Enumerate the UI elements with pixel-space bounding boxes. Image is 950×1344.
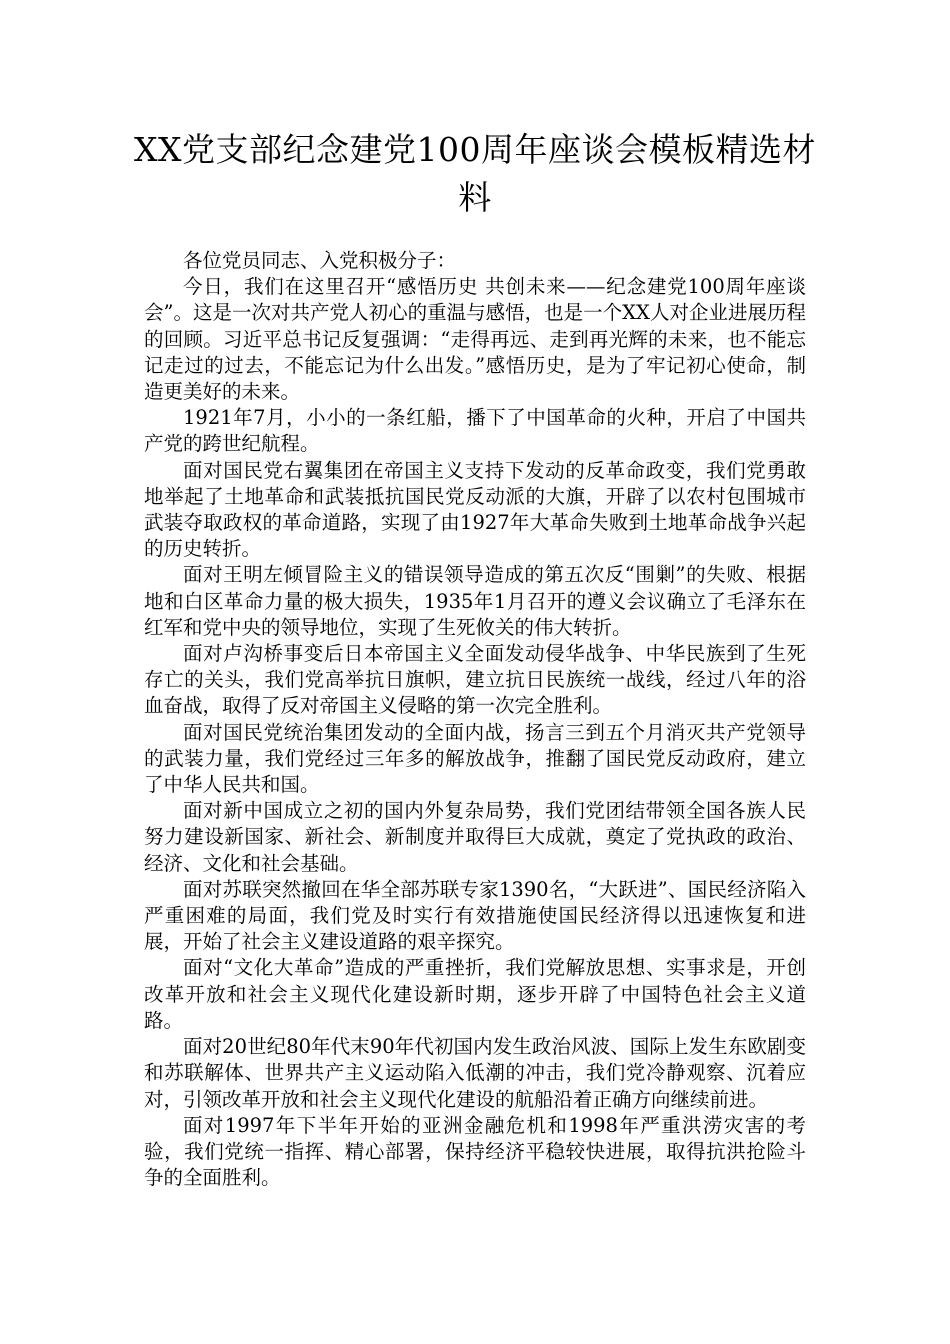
document-title: XX党支部纪念建党100周年座谈会模板精选材料 [134,130,816,217]
body-paragraph: 面对卢沟桥事变后日本帝国主义全面发动侵华战争、中华民族到了生死存亡的关头，我们党高举抗日旗帜，建立抗日民族统一战线，经过八年的浴血奋战，取得了反对帝国主义侵略的第一次完全胜利。 [144,642,806,718]
body-paragraph: 面对国民党右翼集团在帝国主义支持下发动的反革命政变，我们党勇敢地举起了土地革命和武装抵抗国民党反动派的大旗，开辟了以农村包围城市武装夺取政权的革命道路，实现了由1927年大革命失败到土地革命战争兴起的历史转折。 [144,458,806,561]
salutation-paragraph: 各位党员同志、入党积极分子： [183,249,457,272]
document-body [144,248,806,1191]
body-paragraph: 面对新中国成立之初的国内外复杂局势，我们党团结带领全国各族人民努力建设新国家、新社会、新制度并取得巨大成就，奠定了党执政的政治、经济、文化和社会基础。 [144,799,806,875]
body-paragraph: 面对国民党统治集团发动的全面内战，扬言三到五个月消灭共产党领导的武装力量，我们党经过三年多的解放战争，推翻了国民党反动政府，建立了中华人民共和国。 [144,720,806,797]
body-paragraph: 面对苏联突然撤回在华全部苏联专家1390名，“大跃进”、国民经济陷入严重困难的局面，我们党及时实行有效措施使国民经济得以迅速恢复和进展，开始了社会主义建设道路的艰辛探究。 [144,877,806,954]
body-paragraph: 面对“文化大革命”造成的严重挫折，我们党解放思想、实事求是，开创改革开放和社会主义现代化建设新时期，逐步开辟了中国特色社会主义道路。 [144,956,806,1032]
body-paragraph: 今日，我们在这里召开“感悟历史 共创未来——纪念建党100周年座谈会”。这是一次对共产党人初心的重温与感悟，也是一个XX人对企业进展历程的回顾。习近平总书记反复强调：“走得再远、走到再光辉的未来，也不能忘记走过的过去，不能忘记为什么出发。”感悟历史，是为了牢记初心使命，制造更美好的未来。 [144,275,806,404]
body-paragraph: 面对王明左倾冒险主义的错误领导造成的第五次反“围剿”的失败、根据地和白区革命力量的极大损失，1935年1月召开的遵义会议确立了毛泽东在红军和党中央的领导地位，实现了生死攸关的伟大转折。 [144,563,806,639]
body-paragraph: 1921年7月，小小的一条红船，播下了中国革命的火种，开启了中国共产党的跨世纪航程。 [144,406,806,456]
body-paragraph: 面对1997年下半年开始的亚洲金融危机和1998年严重洪涝灾害的考验，我们党统一指挥、精心部署，保持经济平稳较快进展，取得抗洪抢险斗争的全面胜利。 [144,1113,806,1190]
body-paragraph: 面对20世纪80年代末90年代初国内发生政治风波、国际上发生东欧剧变和苏联解体、世界共产主义运动陷入低潮的冲击，我们党冷静观察、沉着应对，引领改革开放和社会主义现代化建设的航船沿着正确方向继续前进。 [144,1035,806,1111]
